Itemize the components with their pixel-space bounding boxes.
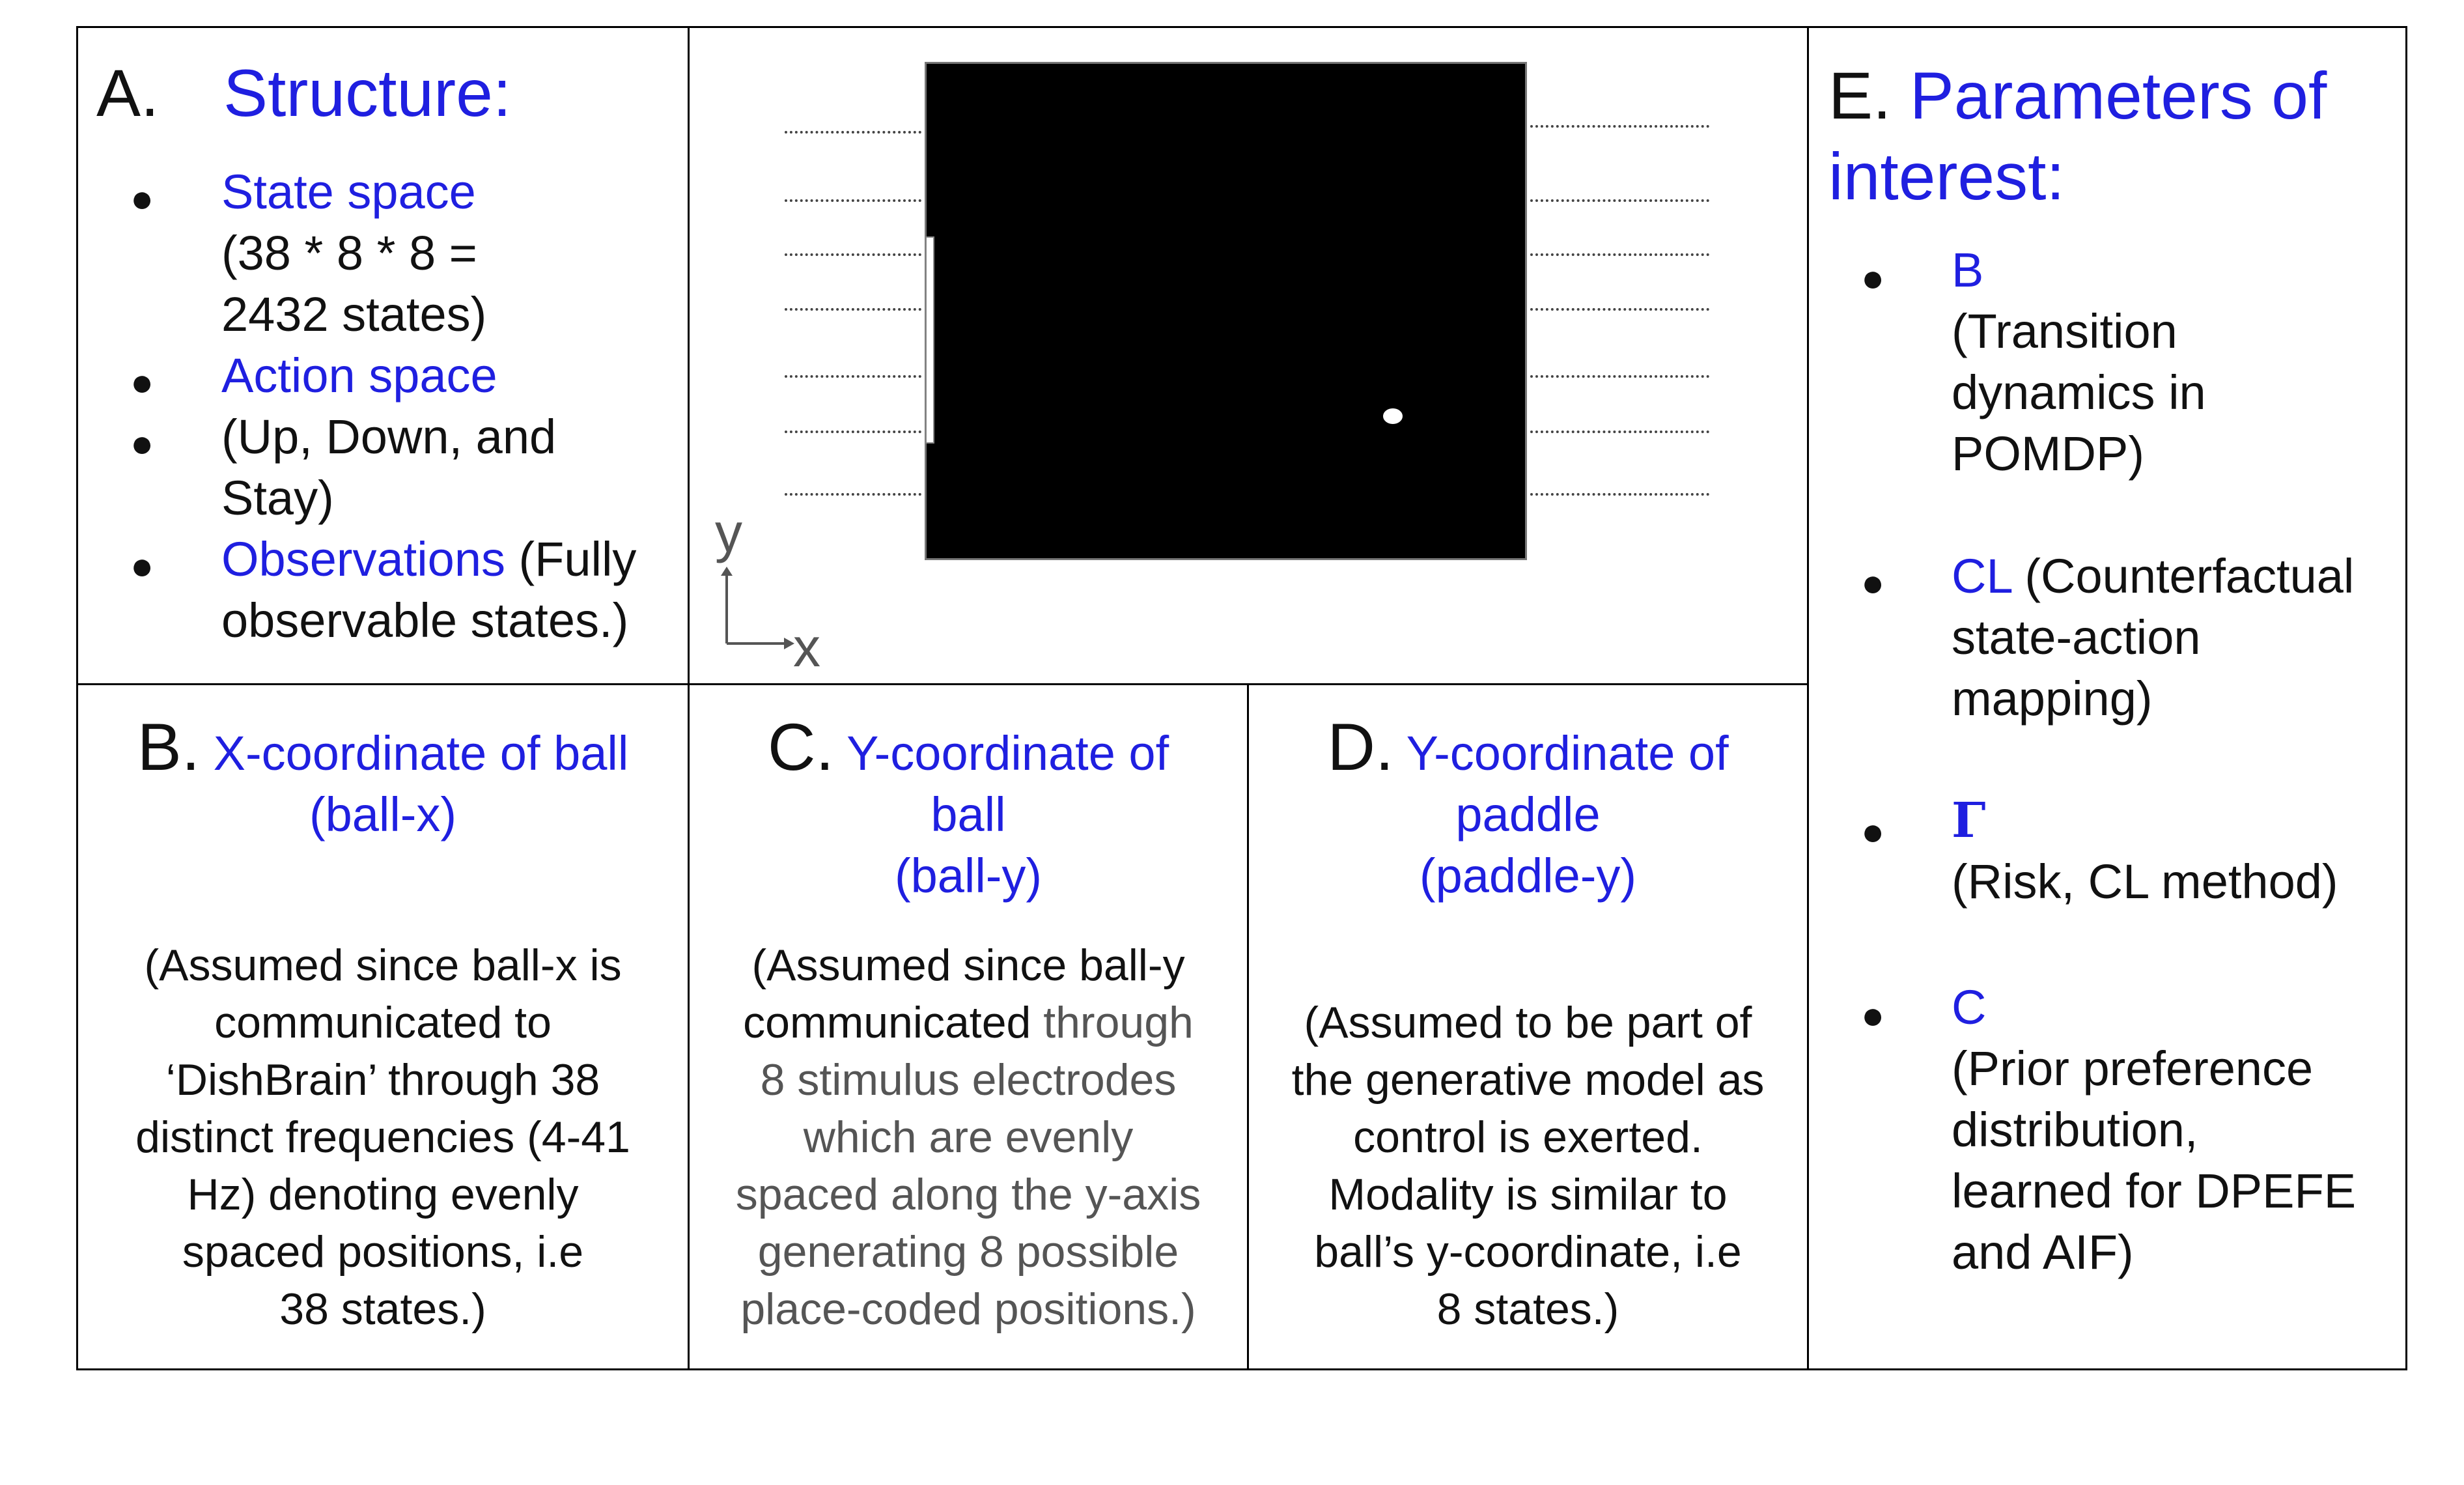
bullet-icon: ● (130, 421, 154, 465)
axis-y-label: y (715, 502, 742, 563)
bullet-icon: ● (1861, 810, 1885, 853)
panel-e-letter: E. (1828, 59, 1892, 133)
panel-c-title-3: (ball-y) (894, 849, 1043, 903)
dotted-line-left (785, 431, 921, 433)
panel-c-line: place-coded positions.) (740, 1284, 1196, 1334)
param-b-line-1: (Transition (1952, 304, 2177, 358)
dotted-line-right (1530, 125, 1709, 128)
dotted-line-left (785, 131, 921, 134)
observations-line-1: observable states.) (221, 593, 629, 647)
panel-c-line: 8 stimulus electrodes (760, 1055, 1177, 1105)
param-cl-label: CL (1952, 549, 2011, 603)
dotted-line-right (1530, 308, 1709, 311)
state-space-line-1: (38 * 8 * 8 = (221, 226, 477, 280)
panel-d-line: (Assumed to be part of (1304, 998, 1752, 1047)
panel-b-line: ‘DishBrain’ through 38 (165, 1055, 600, 1105)
panel-b-title-1: X-coordinate of ball (213, 726, 629, 780)
panel-c-body (690, 937, 1247, 1338)
panel-c-line: through (1031, 998, 1194, 1047)
panel-c-line: generating 8 possible (757, 1227, 1179, 1277)
panel-c-line: (Assumed since ball-y (751, 940, 1185, 990)
panel-c-title-1: Y-coordinate of (847, 726, 1169, 780)
bullet-icon: ● (130, 544, 154, 587)
bullet-icon: ● (1861, 993, 1885, 1037)
param-gamma-item (1952, 790, 2420, 912)
param-b-item (1952, 240, 2420, 485)
panel-b-line: spaced positions, i.e (182, 1227, 584, 1277)
panel-d-line: 8 states.) (1436, 1284, 1619, 1334)
dotted-line-right (1530, 199, 1709, 202)
observations-inline: (Fully (505, 532, 637, 586)
panel-c-line: communicated (743, 998, 1031, 1047)
action-space-label: Action space (221, 348, 497, 403)
param-c-label: C (1952, 980, 1987, 1034)
panel-b-letter: B. (137, 710, 201, 784)
param-c-item (1952, 977, 2420, 1283)
dotted-line-right (1530, 253, 1709, 256)
panel-c-title-2: ball (931, 787, 1006, 842)
param-b-line-2: dynamics in (1952, 365, 2206, 419)
dotted-line-right (1530, 493, 1709, 496)
state-space-line-2: 2432 states) (221, 287, 487, 341)
panel-e-title-2: interest: (1828, 139, 2065, 214)
panel-a-title: Structure: (223, 56, 512, 130)
panel-d-body (1249, 994, 1807, 1338)
panel-d-title-2: paddle (1455, 787, 1601, 842)
state-space-item (221, 162, 486, 345)
dotted-line-left (785, 253, 921, 256)
panel-a-letter: A. (96, 56, 160, 130)
actions-line-2: Stay) (221, 471, 334, 525)
panel-b-title-2: (ball-x) (309, 787, 457, 842)
panel-d-title-1: Y-coordinate of (1406, 726, 1729, 780)
actions-item (221, 406, 556, 529)
dotted-line-left (785, 493, 921, 496)
action-space-item (221, 345, 497, 406)
bullet-icon: ● (130, 177, 154, 220)
param-b-line-3: POMDP) (1952, 427, 2144, 481)
panel-b-line: distinct frequencies (4-41 (135, 1112, 630, 1162)
panel-d-line: control is exerted. (1353, 1112, 1703, 1162)
dotted-line-right (1530, 375, 1709, 378)
param-c-line-1: (Prior preference (1952, 1041, 2314, 1096)
param-cl-item (1952, 546, 2420, 729)
bullet-icon: ● (1861, 256, 1885, 300)
dotted-line-left (785, 375, 921, 378)
param-cl-inline: (Counterfactual (2011, 549, 2355, 603)
dotted-line-left (785, 308, 921, 311)
bullet-icon: ● (130, 360, 154, 404)
bullet-icon: ● (1861, 561, 1885, 604)
param-cl-line-1: state-action (1952, 610, 2201, 664)
panel-c-letter: C. (767, 710, 834, 784)
param-c-line-4: and AIF) (1952, 1225, 2134, 1279)
panel-b-body (78, 937, 688, 1338)
panel-c-heading (690, 710, 1247, 907)
ball (1383, 408, 1403, 424)
panel-d-title-3: (paddle-y) (1419, 849, 1637, 903)
panel-b-heading (78, 710, 688, 845)
pong-game-screen (925, 62, 1527, 560)
panel-d-line: Modality is similar to (1328, 1170, 1728, 1219)
param-gamma-label: Γ (1952, 793, 1986, 849)
panel-d-heading (1249, 710, 1807, 907)
panel-d-line: the generative model as (1291, 1055, 1765, 1105)
panel-b-line: 38 states.) (279, 1284, 486, 1334)
state-space-label: State space (221, 165, 476, 219)
param-cl-line-2: mapping) (1952, 672, 2153, 726)
dotted-line-right (1530, 431, 1709, 433)
param-b-label: B (1952, 243, 1984, 297)
param-c-line-3: learned for DPEFE (1952, 1164, 2357, 1218)
actions-line-1: (Up, Down, and (221, 410, 557, 464)
panel-a-heading (96, 55, 511, 132)
observations-label: Observations (221, 532, 505, 586)
panel-b-line: Hz) denoting evenly (187, 1170, 579, 1219)
panel-e-title-1: Parameters of (1909, 59, 2327, 133)
panel-d-letter: D. (1327, 710, 1394, 784)
panel-d-line: ball’s y-coordinate, i.e (1314, 1227, 1742, 1277)
panel-e-heading (1828, 55, 2415, 217)
dotted-line-left (785, 199, 921, 202)
param-c-line-2: distribution, (1952, 1103, 2198, 1157)
observations-item (221, 529, 636, 651)
param-gamma-line-1: (Risk, CL method) (1952, 855, 2338, 909)
panel-c-line: spaced along the y-axis (735, 1170, 1201, 1219)
panel-b-line: (Assumed since ball-x is (144, 940, 622, 990)
paddle (925, 236, 934, 444)
axis-x-label: x (793, 617, 820, 678)
panel-c-line: which are evenly (803, 1112, 1134, 1162)
panel-b-line: communicated to (214, 998, 552, 1047)
